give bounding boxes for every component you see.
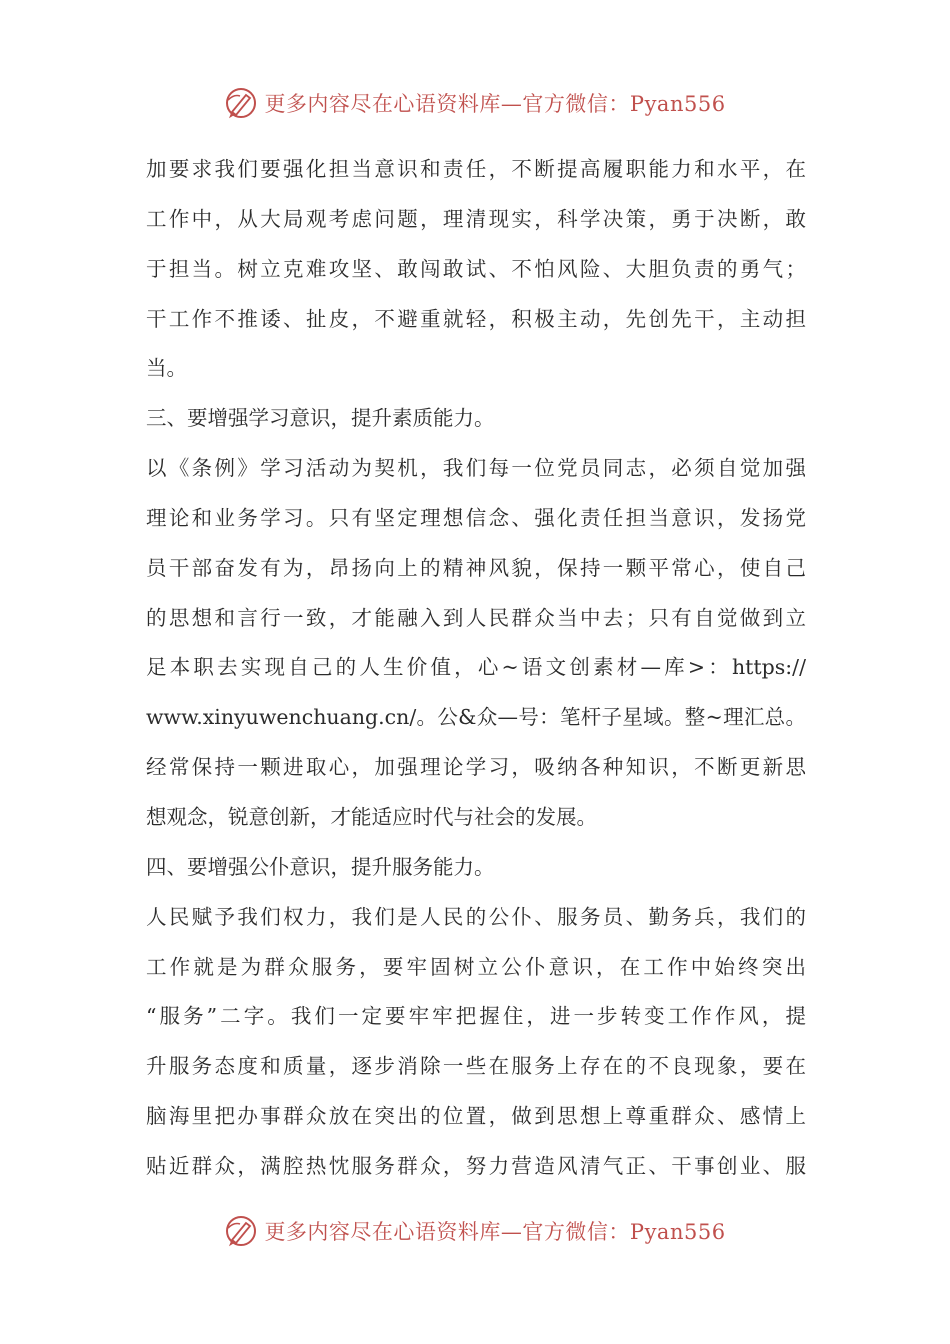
text-line: 加要求我们要强化担当意识和责任，不断提高履职能力和水平，在 bbox=[146, 157, 806, 181]
text-line: 升服务态度和质量，逐步消除一些在服务上存在的不良现象，要在 bbox=[146, 1054, 806, 1079]
text-line: 的思想和言行一致，才能融入到人民群众当中去；只有自觉做到立 bbox=[146, 605, 806, 630]
text-line: 工作就是为群众服务，要牢固树立公仆意识，在工作中始终突出 bbox=[146, 954, 806, 979]
text-line: 以《条例》学习活动为契机，我们每一位党员同志，必须自觉加强 bbox=[146, 456, 806, 481]
section-heading: 四、要增强公仆意识，提升服务能力。 bbox=[146, 854, 495, 879]
pen-nib-logo-icon bbox=[224, 86, 258, 120]
pen-nib-logo-icon bbox=[224, 1214, 258, 1248]
text-line: 经常保持一颗进取心，加强理论学习，吸纳各种知识，不断更新思 bbox=[146, 755, 806, 780]
header-banner-text: 更多内容尽在心语资料库—官方微信：Pyan556 bbox=[264, 92, 726, 116]
text-line: “服务”二字。我们一定要牢牢把握住，进一步转变工作作风，提 bbox=[146, 1004, 806, 1029]
text-line: 足本职去实现自己的人生价值，心~语文创素材—库>：https:// bbox=[146, 655, 806, 680]
text-line: 贴近群众，满腔热忱服务群众，努力营造风清气正、干事创业、服 bbox=[146, 1153, 806, 1178]
text-line: www.xinyuwenchuang.cn/。公&众—号：笔杆子星域。整~理汇总。 bbox=[146, 705, 806, 730]
text-line: 理论和业务学习。只有坚定理想信念、强化责任担当意识，发扬党 bbox=[146, 505, 806, 530]
text-line: 人民赋予我们权力，我们是人民的公仆、服务员、勤务兵，我们的 bbox=[146, 904, 806, 929]
text-line: 员干部奋发有为，昂扬向上的精神风貌，保持一颗平常心，使自己 bbox=[146, 555, 806, 580]
text-line: 想观念，锐意创新，才能适应时代与社会的发展。 bbox=[146, 804, 597, 829]
footer-banner-text: 更多内容尽在心语资料库—官方微信：Pyan556 bbox=[264, 1220, 726, 1244]
text-line: 当。 bbox=[146, 356, 187, 381]
text-line: 工作中，从大局观考虑问题，理清现实，科学决策，勇于决断，敢 bbox=[146, 206, 806, 231]
header-banner bbox=[0, 83, 950, 123]
footer-banner bbox=[0, 1211, 950, 1251]
text-line: 干工作不推诿、扯皮，不避重就轻，积极主动，先创先干，主动担 bbox=[146, 306, 806, 331]
document-body bbox=[146, 145, 806, 1192]
text-line: 脑海里把办事群众放在突出的位置，做到思想上尊重群众、感情上 bbox=[146, 1104, 806, 1129]
section-heading: 三、要增强学习意识，提升素质能力。 bbox=[146, 406, 495, 431]
text-line: 于担当。树立克难攻坚、敢闯敢试、不怕风险、大胆负责的勇气； bbox=[146, 256, 806, 281]
